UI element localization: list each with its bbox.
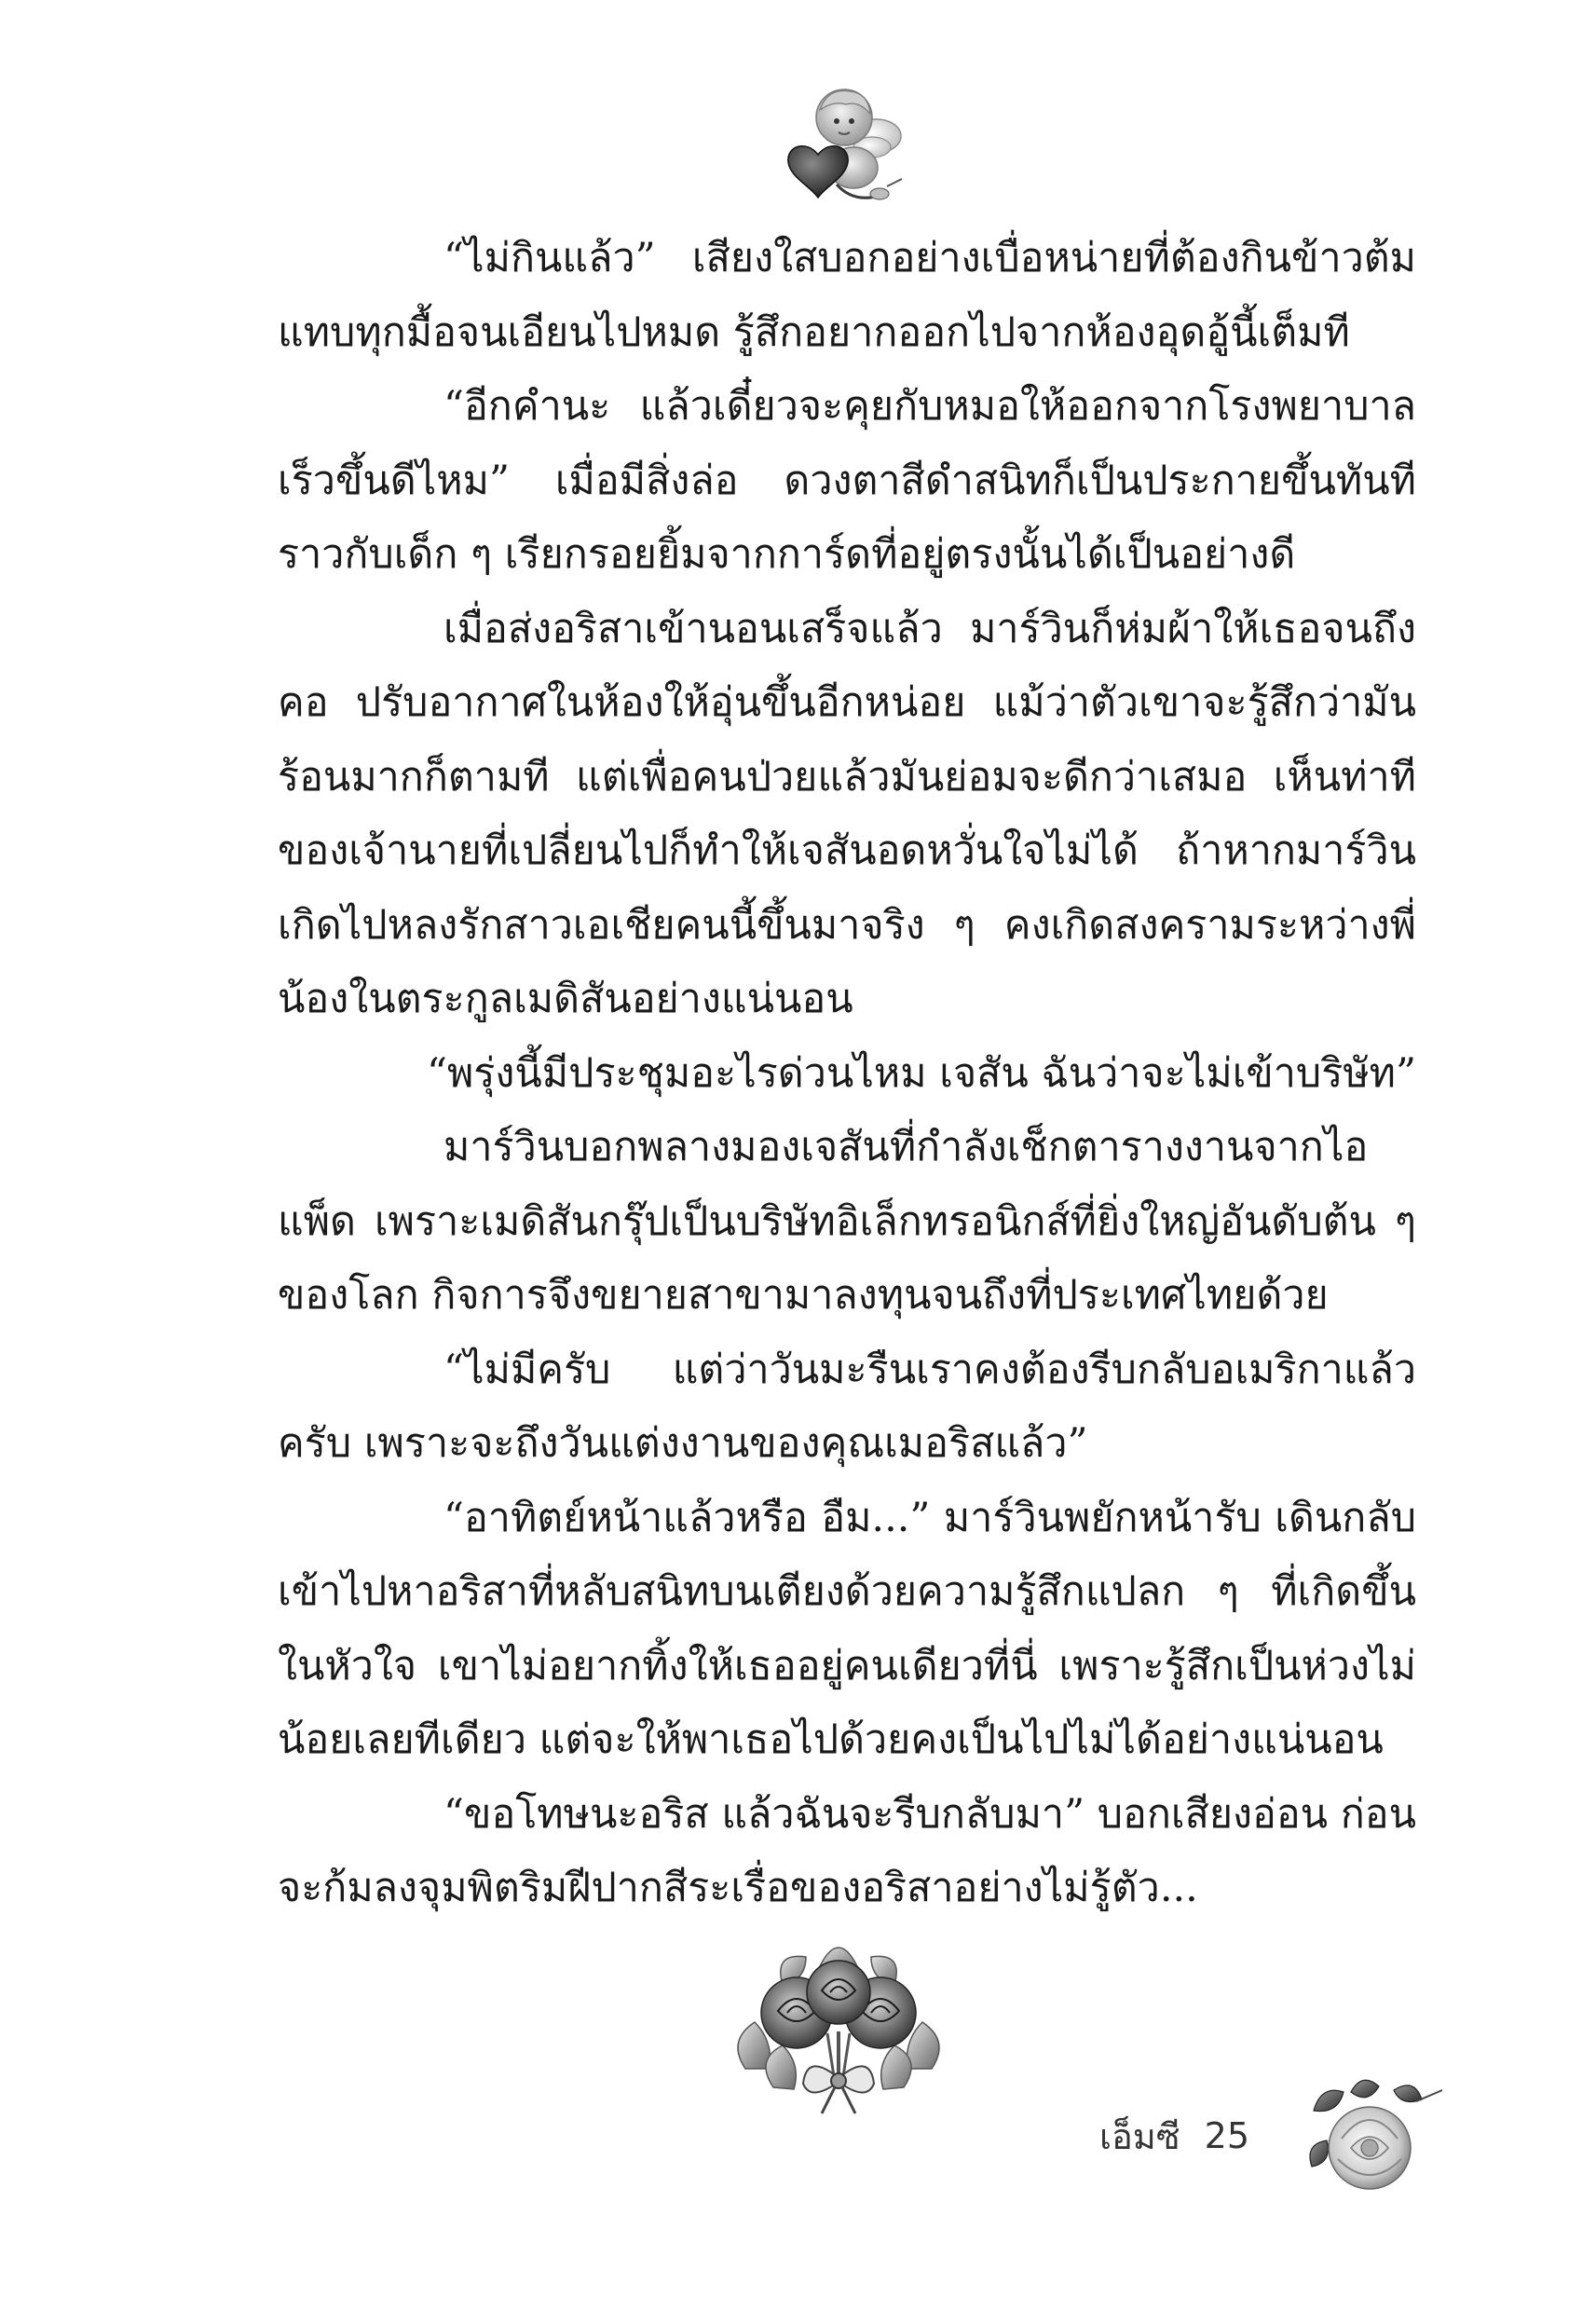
page-footer: [1099, 2108, 1249, 2164]
paragraph-8: “ขอโทษนะอริส แล้วฉันจะรีบกลับมา” บอกเสียงอ่อน ก่อนจะก้มลงจุมพิตริมฝีปากสีระเรื่อของอริสาอย่างไม่รู้ตัว...: [278, 1790, 1416, 1911]
paragraph-5: มาร์วินบอกพลางมองเจสันที่กำลังเช็กตารางงานจากไอแพ็ด เพราะเมดิสันกรุ๊ปเป็นบริษัทอิเล็กทรอนิกส์ที่ยิ่งใหญ่อันดับต้น ๆ ของโลก กิจการจึงขยายสาขามาลงทุนจนถึงที่ประเทศไทยด้วย: [278, 1124, 1416, 1319]
rose-bouquet-icon: [717, 1929, 960, 2115]
paragraph-4: “พรุ่งนี้มีประชุมอะไรด่วนไหม เจสัน ฉันว่าจะไม่เข้าบริษัท”: [426, 1049, 1416, 1097]
paragraph-1: “ไม่กินแล้ว” เสียงใสบอกอย่างเบื่อหน่ายที่ต้องกินข้าวต้มแทบทุกมื้อจนเอียนไปหมด รู้สึกอยากออกไปจากห้องอุดอู้นี้เต็มที: [278, 235, 1416, 356]
paragraph-6: “ไม่มีครับ แต่ว่าวันมะรืนเราคงต้องรีบกลับอเมริกาแล้วครับ เพราะจะถึงวันแต่งงานของคุณเมอริสแล้ว”: [278, 1346, 1416, 1467]
cupid-with-heart-icon: [779, 82, 909, 212]
paragraph-3: เมื่อส่งอริสาเข้านอนเสร็จแล้ว มาร์วินก็ห่มผ้าให้เธอจนถึงคอ ปรับอากาศในห้องให้อุ่นขึ้นอีกหน่อย แม้ว่าตัวเขาจะรู้สึกว่ามันร้อนมากก็ตามที แต่เพื่อคนป่วยแล้วมันย่อมจะดีกว่าเสมอ เห็นท่าทีของเจ้านายที่เปลี่ยนไปก็ทำให้เจสันอดหวั่นใจไม่ได้ ถ้าหากมาร์วินเกิดไปหลงรักสาวเอเชียคนนี้ขึ้นมาจริง ๆ คงเกิดสงครามระหว่างพี่น้องในตระกูลเมดิสันอย่างแน่นอน: [278, 605, 1416, 1022]
paragraph-7: “อาทิตย์หน้าแล้วหรือ อืม...” มาร์วินพยักหน้ารับ เดินกลับเข้าไปหาอริสาที่หลับสนิทบนเตียงด้วยความรู้สึกแปลก ๆ ที่เกิดขึ้นในหัวใจ เขาไม่อยากทิ้งให้เธออยู่คนเดียวที่นี่ เพราะรู้สึกเป็นห่วงไม่น้อยเลยทีเดียว แต่จะให้พาเธอไปด้วยคงเป็นไปไม่ได้อย่างแน่นอน: [278, 1494, 1416, 1763]
paragraph-2: “อีกคำนะ แล้วเดี๋ยวจะคุยกับหมอให้ออกจากโรงพยาบาลเร็วขึ้นดีไหม” เมื่อมีสิ่งล่อ ดวงตาสีดำสนิทก็เป็นประกายขึ้นทันทีราวกับเด็ก ๆ เรียกรอยยิ้มจากการ์ดที่อยู่ตรงนั้นได้เป็นอย่างดี: [278, 383, 1416, 578]
page-number: 25: [1204, 2115, 1250, 2156]
story-text: [278, 222, 1416, 1926]
rose-flower-icon: [1304, 2073, 1444, 2204]
book-title: เอ็มซี: [1099, 2115, 1180, 2157]
